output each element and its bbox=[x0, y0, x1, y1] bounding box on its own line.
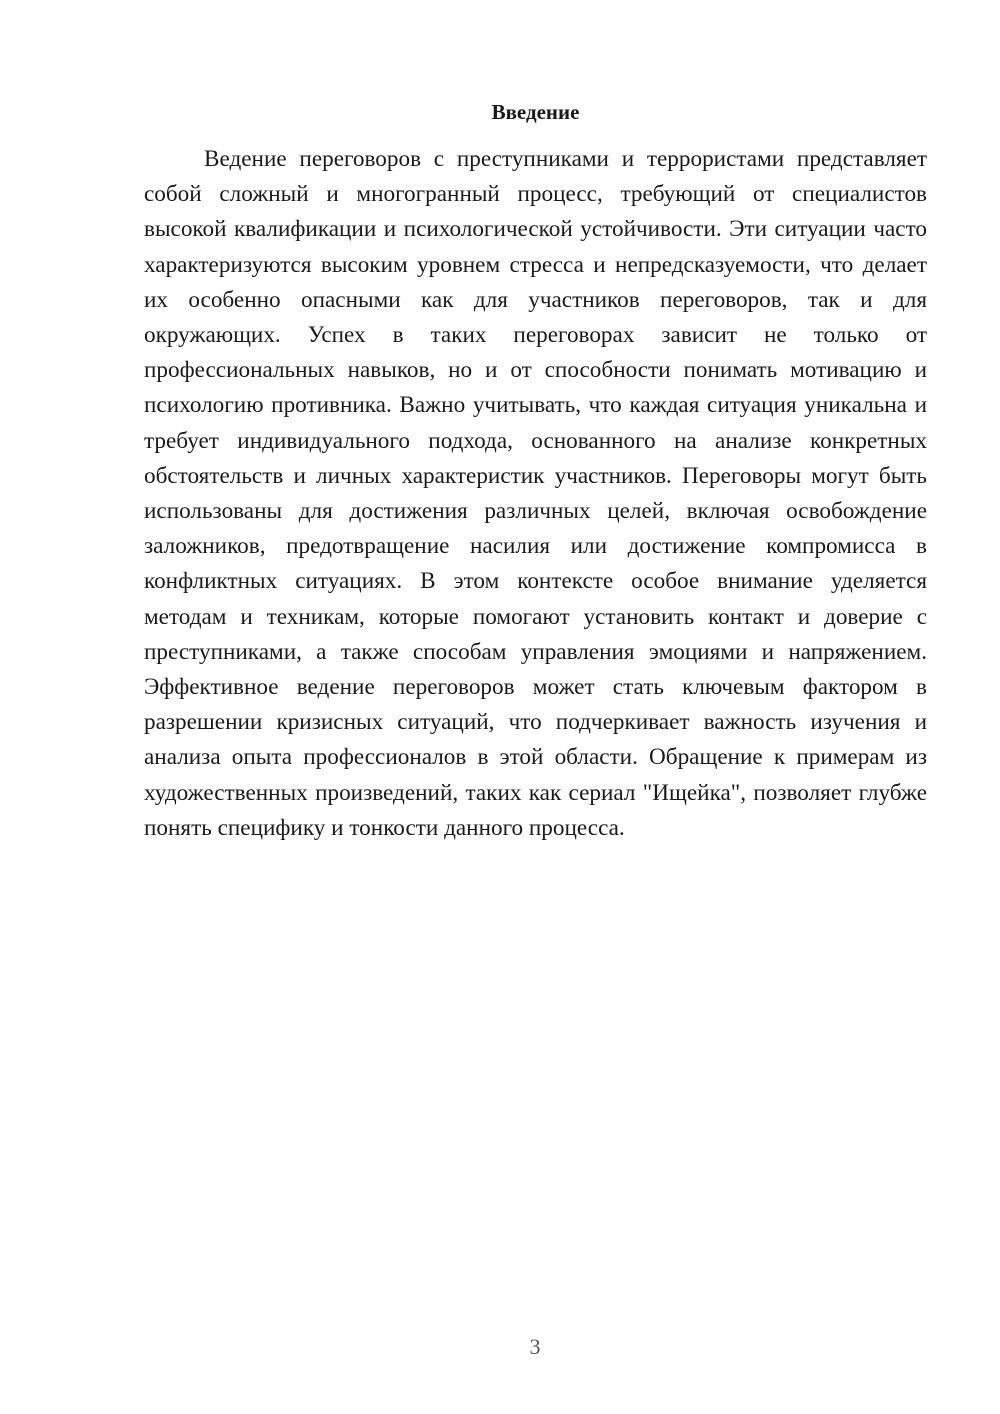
page-number: 3 bbox=[529, 1334, 541, 1359]
section-heading: Введение bbox=[491, 100, 580, 124]
body-paragraph: Ведение переговоров с преступниками и террористами представляет собой сложный и многогранный процесс, требующий от специалистов высокой квалификации и психологической устойчивости. Эти ситуации часто характеризуются высоким уровнем стресса и непредсказуемости, что делает их особенно опасными как для участников переговоров, так и для окружающих. Успех в таких переговорах зависит не только от профессиональных навыков, но и от способности понимать мотивацию и психологию противника. Важно учитывать, что каждая ситуация уникальна и требует индивидуального подхода, основанного на анализе конкретных обстоятельств и личных характеристик участников. Переговоры могут быть использованы для достижения различных целей, включая освобождение заложников, предотвращение насилия или достижение компромисса в конфликтных ситуациях. В этом контексте особое внимание уделяется методам и техникам, которые помогают установить контакт и доверие с преступниками, а также способам управления эмоциями и напряжением. Эффективное ведение переговоров может стать ключевым фактором в разрешении кризисных ситуаций, что подчеркивает важность изучения и анализа опыта профессионалов в этой области. Обращение к примерам из художественных произведений, таких как сериал "Ищейка", позволяет глубже понять специфику и тонкости данного процесса. bbox=[144, 146, 927, 841]
